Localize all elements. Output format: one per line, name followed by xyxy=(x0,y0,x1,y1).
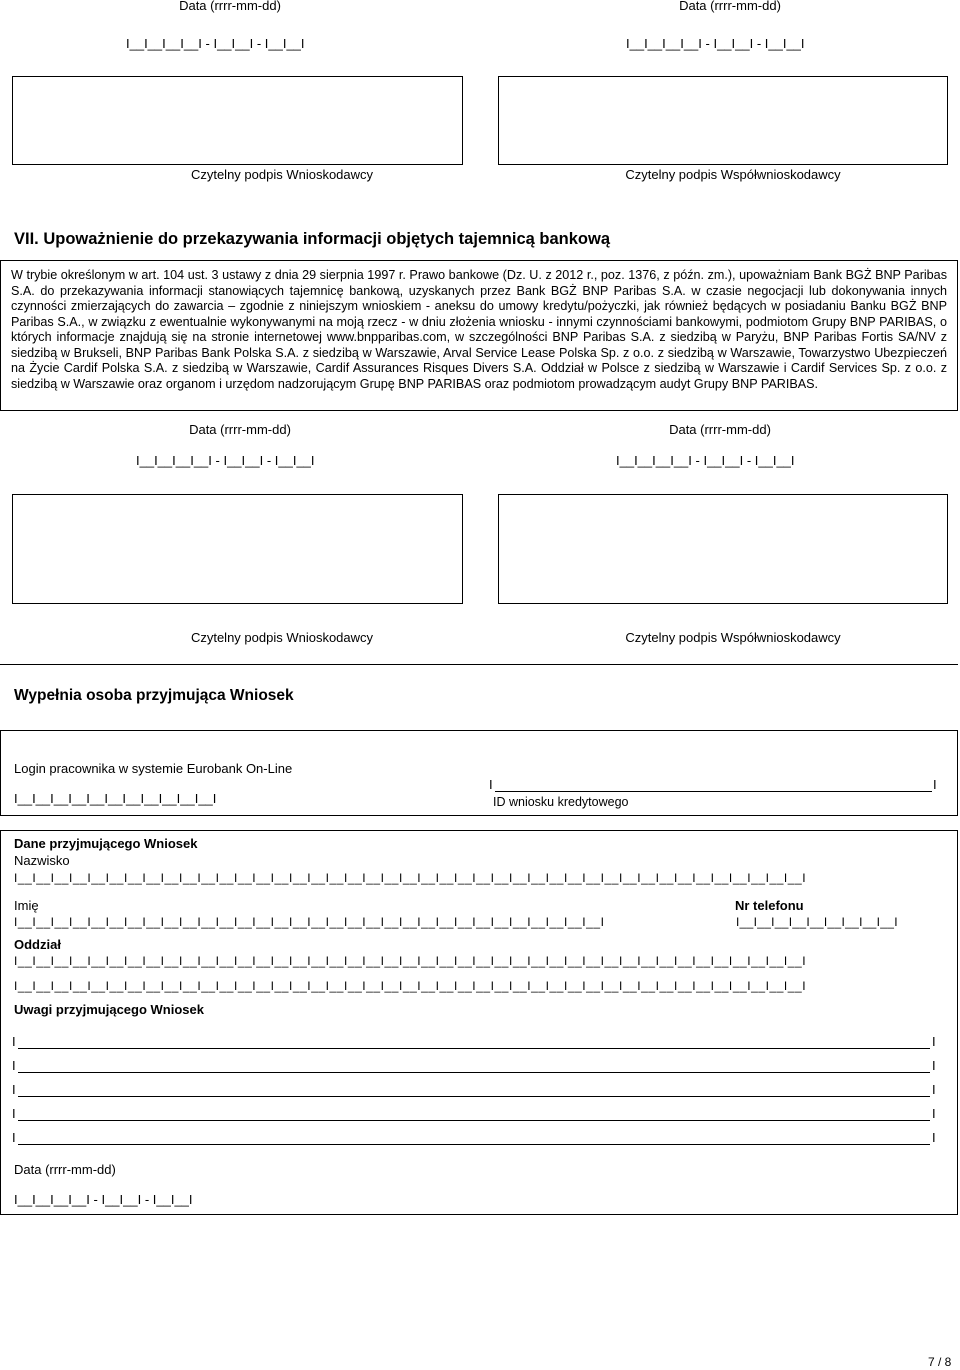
branch-field-line-1[interactable]: I__I__I__I__I__I__I__I__I__I__I__I__I__I__I__I__I__I__I__I__I__I__I__I__I__I__I__I__I__I__I__I__I__I__I__I__I__I__I__I__I__I__I__I xyxy=(14,954,807,968)
remarks-line-4-end: I xyxy=(932,1106,936,1121)
phone-field[interactable]: I__I__I__I__I__I__I__I__I__I xyxy=(736,915,898,929)
section-vii-title: VII. Upoważnienie do przekazywania informacji objętych tajemnicą bankową xyxy=(14,230,610,248)
section-vii-signature-caption-coapplicant: Czytelny podpis Współwnioskodawcy xyxy=(625,630,841,645)
remarks-line-3-end: I xyxy=(932,1082,936,1097)
intake-date-label: Data (rrrr-mm-dd) xyxy=(14,1162,116,1177)
login-box xyxy=(0,730,958,816)
loan-id-mark-start: I xyxy=(489,777,493,792)
surname-field[interactable]: I__I__I__I__I__I__I__I__I__I__I__I__I__I__I__I__I__I__I__I__I__I__I__I__I__I__I__I__I__I__I__I__I__I__I__I__I__I__I__I__I__I__I__I xyxy=(14,871,807,885)
section-vii-signature-caption-applicant: Czytelny podpis Wnioskodawcy xyxy=(190,630,374,645)
receiver-title: Dane przyjmującego Wniosek xyxy=(14,836,198,851)
section-vii-date-field-left[interactable]: I__I__I__I__I - I__I__I - I__I__I xyxy=(136,453,315,468)
remarks-line-1[interactable] xyxy=(18,1048,930,1049)
remarks-line-2[interactable] xyxy=(18,1072,930,1073)
phone-label: Nr telefonu xyxy=(735,898,804,913)
remarks-line-2-end: I xyxy=(932,1058,936,1073)
receiver-box xyxy=(0,830,958,1215)
name-label: Imię xyxy=(14,898,39,913)
remarks-line-5[interactable] xyxy=(18,1144,930,1145)
intake-date-field[interactable]: I__I__I__I__I - I__I__I - I__I__I xyxy=(14,1192,193,1207)
surname-label: Nazwisko xyxy=(14,853,70,868)
loan-id-mark-end: I xyxy=(933,777,937,792)
loan-id-field[interactable] xyxy=(495,791,932,792)
section-vii-date-field-right[interactable]: I__I__I__I__I - I__I__I - I__I__I xyxy=(616,453,795,468)
signature-caption-applicant: Czytelny podpis Wnioskodawcy xyxy=(190,167,374,182)
branch-label: Oddział xyxy=(14,937,61,952)
consent-text: W trybie określonym w art. 104 ust. 3 ustawy z dnia 29 sierpnia 1997 r. Prawo bankowe (Dz. U. z 2012 r., poz. 1376, z późn. zm.), upoważniam Bank BGŻ BNP Paribas S.A. do przekazywania informacji stanowiących tajemnicę bankową, uzyskanych przez Bank BGŻ BNP Paribas S.A. w czasie negocjacji lub dokonywania innych czynności zmierzających do zawarcia – zgodnie z niniejszym wnioskiem - aneksu do umowy kredytu/pożyczki, jak również będących w posiadaniu Banku BGŻ BNP Paribas S.A., w związku z ewentualnie wykonywanymi na moją rzecz - w dniu złożenia wniosku - innymi czynnościami bankowymi, podmiotom Grupy BNP PARIBAS, o których informacje znajdują się na stronie internetowej www.bnpparibas.com, w szczególności BNP Paribas S.A. z siedzibą w Paryżu, BNP Paribas Fortis SA/NV z siedzibą w Brukseli, BNP Paribas Bank Polska S.A. z siedzibą w Warszawie, Arval Service Lease Polska Sp. z o.o. z siedzibą w Warszawie, Towarzystwo Ubezpieczeń na Życie Cardif Polska S.A. z siedzibą w Warszawie, Cardif Assurances Risques Divers S.A. Oddział w Polsce z siedzibą w Warszawie i Cardif Services Sp. z o.o. z siedzibą w Warszawie oraz organom i urzędom nadzorującym Grupę BNP PARIBAS oraz podmiotom prowadzącym audyt Grupy BNP PARIBAS. xyxy=(11,268,947,391)
remarks-line-2-start: I xyxy=(12,1058,16,1073)
section-vii-signature-box-coapplicant[interactable] xyxy=(498,494,948,604)
date-label-left: Data (rrrr-mm-dd) xyxy=(179,0,281,13)
remarks-label: Uwagi przyjmującego Wniosek xyxy=(14,1002,204,1017)
login-label: Login pracownika w systemie Eurobank On-Line xyxy=(14,761,293,776)
date-field-right[interactable]: I__I__I__I__I - I__I__I - I__I__I xyxy=(626,36,805,51)
branch-field-line-2[interactable]: I__I__I__I__I__I__I__I__I__I__I__I__I__I__I__I__I__I__I__I__I__I__I__I__I__I__I__I__I__I__I__I__I__I__I__I__I__I__I__I__I__I__I__I xyxy=(14,979,807,993)
remarks-line-3[interactable] xyxy=(18,1096,930,1097)
page-number: 7 / 8 xyxy=(928,1355,952,1369)
remarks-line-5-end: I xyxy=(932,1130,936,1145)
consent-box xyxy=(0,260,958,411)
remarks-line-1-end: I xyxy=(932,1034,936,1049)
date-label-right: Data (rrrr-mm-dd) xyxy=(679,0,781,13)
remarks-line-4[interactable] xyxy=(18,1120,930,1121)
remarks-line-1-start: I xyxy=(12,1034,16,1049)
signature-caption-coapplicant: Czytelny podpis Współwnioskodawcy xyxy=(625,167,841,182)
date-field-left[interactable]: I__I__I__I__I - I__I__I - I__I__I xyxy=(126,36,305,51)
signature-box-coapplicant[interactable] xyxy=(498,76,948,165)
loan-id-label: ID wniosku kredytowego xyxy=(493,795,629,809)
section-vii-signature-box-applicant[interactable] xyxy=(12,494,463,604)
name-field[interactable]: I__I__I__I__I__I__I__I__I__I__I__I__I__I__I__I__I__I__I__I__I__I__I__I__I__I__I__I__I__I__I__I__I xyxy=(14,915,605,929)
intake-title: Wypełnia osoba przyjmująca Wniosek xyxy=(14,687,294,704)
signature-box-applicant[interactable] xyxy=(12,76,463,165)
login-field[interactable]: I__I__I__I__I__I__I__I__I__I__I__I xyxy=(14,791,217,806)
divider xyxy=(0,664,958,665)
remarks-line-5-start: I xyxy=(12,1130,16,1145)
remarks-line-4-start: I xyxy=(12,1106,16,1121)
remarks-line-3-start: I xyxy=(12,1082,16,1097)
section-vii-date-label-left: Data (rrrr-mm-dd) xyxy=(189,422,291,437)
section-vii-date-label-right: Data (rrrr-mm-dd) xyxy=(669,422,771,437)
